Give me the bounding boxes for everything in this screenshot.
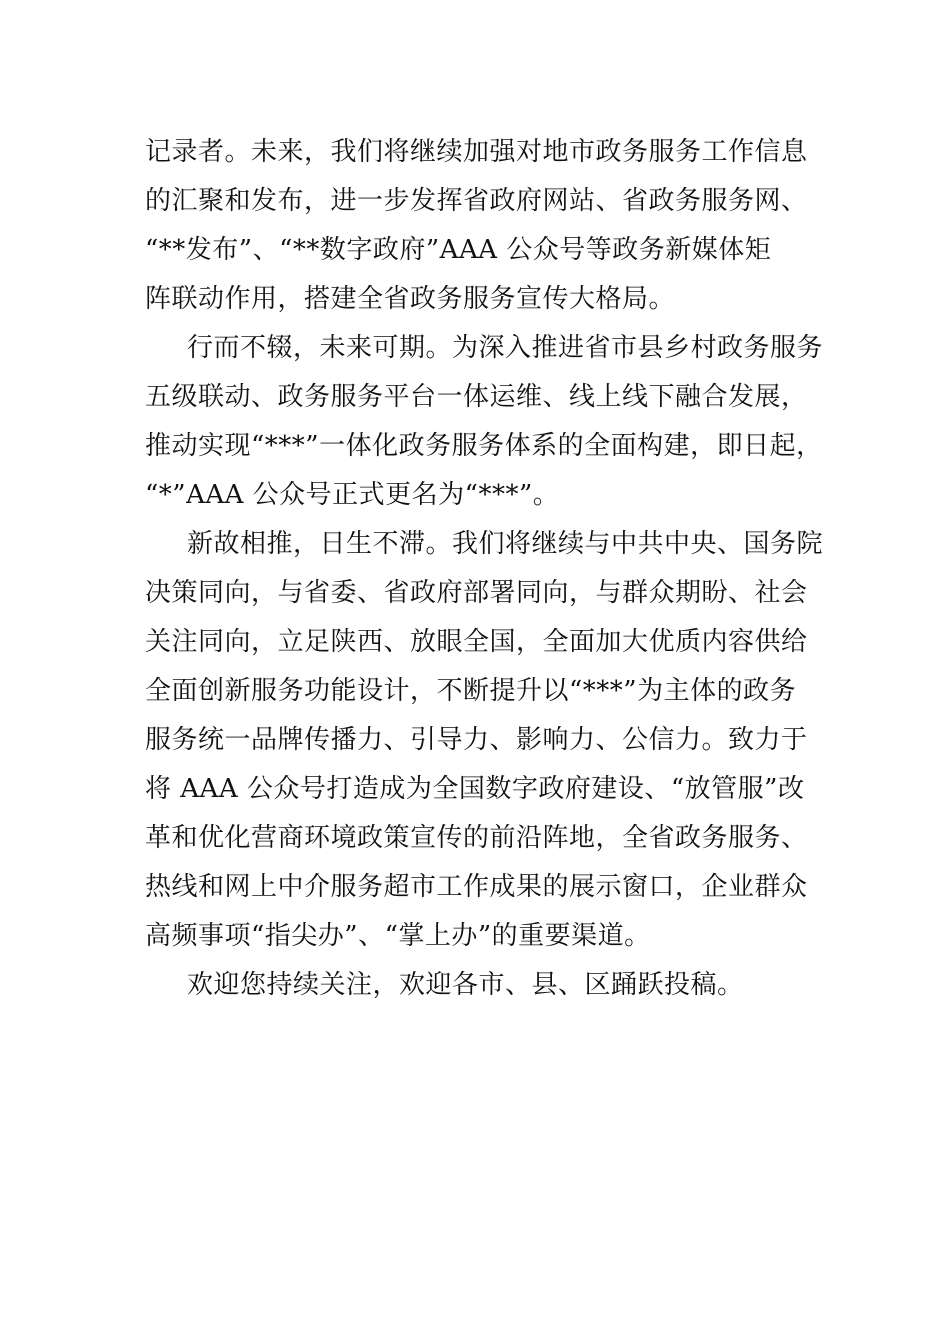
text-line: 高频事项“指尖办”、“掌上办”的重要渠道。 [145,921,651,951]
paragraph-4 [145,961,825,1010]
text-line: 行而不辍，未来可期。为深入推进省市县乡村政务服务 [187,333,824,363]
text-line: 革和优化营商环境政策宣传的前沿阵地，全省政务服务、 [145,823,808,853]
text-line: 热线和网上中介服务超市工作成果的展示窗口，企业群众 [145,872,808,902]
text-line: “**发布”、“**数字政府”AAA 公众号等政务新媒体矩 [145,235,772,265]
text-line: 全面创新服务功能设计，不断提升以“***”为主体的政务 [145,676,797,706]
text-line: 五级联动、政务服务平台一体运维、线上线下融合发展， [145,382,808,412]
text-line: 记录者。未来，我们将继续加强对地市政务服务工作信息 [145,137,808,167]
text-line: 欢迎您持续关注，欢迎各市、县、区踊跃投稿。 [187,970,744,1000]
text-line: 阵联动作用，搭建全省政务服务宣传大格局。 [145,284,676,314]
text-line: “*”AAA 公众号正式更名为“***”。 [145,480,560,510]
paragraph-1 [145,128,825,324]
text-line: 决策同向，与省委、省政府部署同向，与群众期盼、社会 [145,578,808,608]
text-line: 新故相推，日生不滞。我们将继续与中共中央、国务院 [187,529,824,559]
text-line: 的汇聚和发布，进一步发挥省政府网站、省政务服务网、 [145,186,808,216]
document-body [145,128,825,1010]
paragraph-3 [145,520,825,961]
text-line: 将 AAA 公众号打造成为全国数字政府建设、“放管服”改 [145,774,805,804]
text-line: 关注同向，立足陕西、放眼全国，全面加大优质内容供给 [145,627,808,657]
text-line: 服务统一品牌传播力、引导力、影响力、公信力。致力于 [145,725,808,755]
text-line: 推动实现“***”一体化政务服务体系的全面构建，即日起， [145,431,823,461]
paragraph-2 [145,324,825,520]
